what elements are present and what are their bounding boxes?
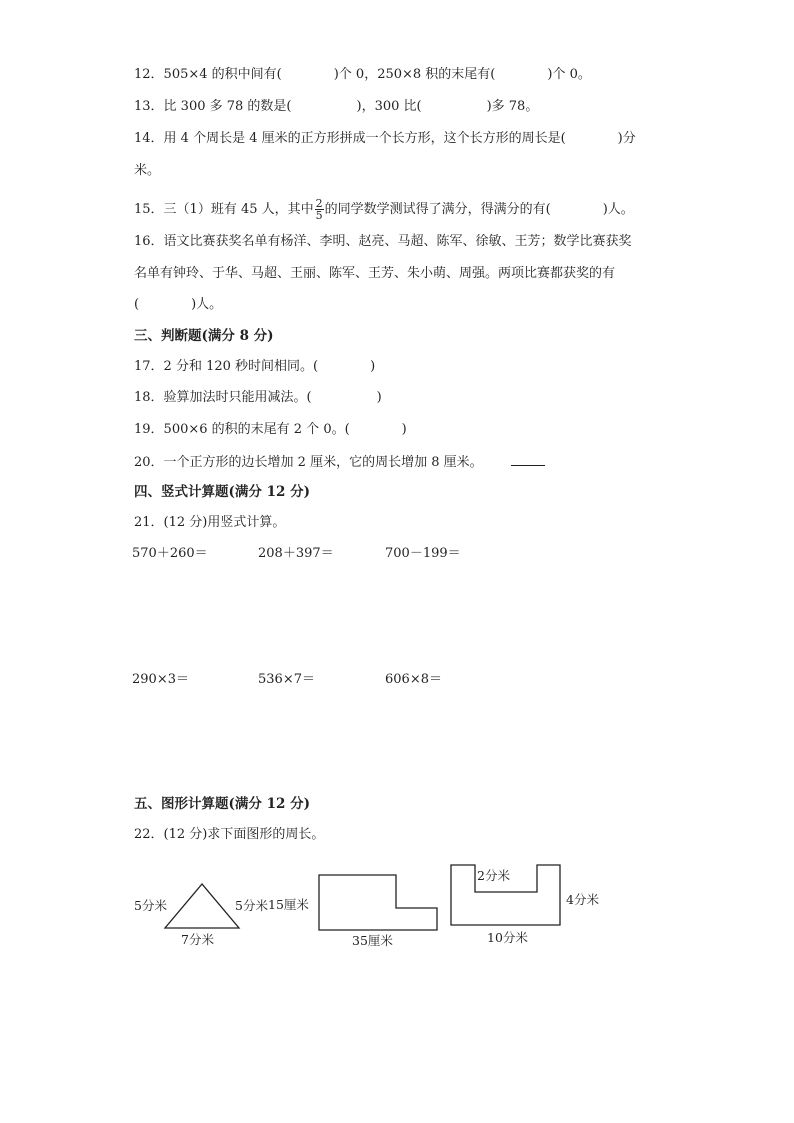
question-19: 19．500×6 的积的末尾有 2 个 0。( ) xyxy=(134,422,407,437)
question-13: 13．比 300 多 78 的数是( )，300 比( )多 78。 xyxy=(134,99,539,114)
calc-item: 570＋260＝ xyxy=(132,546,208,561)
calc-item: 700－199＝ xyxy=(385,546,461,561)
l-shape xyxy=(319,875,437,930)
question-15-prefix: 15．三（1）班有 45 人，其中 xyxy=(134,202,314,217)
question-17: 17．2 分和 120 秒时间相同。( ) xyxy=(134,359,376,374)
section-3-title: 三、判断题(满分 8 分) xyxy=(134,328,274,344)
section-5-title: 五、图形计算题(满分 12 分) xyxy=(134,796,310,812)
question-14-line1: 14．用 4 个周长是 4 厘米的正方形拼成一个长方形，这个长方形的周长是( )分 xyxy=(134,131,636,146)
l-shape-bottom-label: 35厘米 xyxy=(352,933,393,948)
question-12: 12．505×4 的积中间有( )个 0，250×8 积的末尾有( )个 0。 xyxy=(134,67,591,82)
question-14-line2: 米。 xyxy=(134,163,161,178)
fraction-numerator: 2 xyxy=(315,197,323,210)
l-shape-height-label: 15厘米 xyxy=(268,897,309,912)
calc-item: 290×3＝ xyxy=(132,672,189,687)
u-shape-inner-label: 2分米 xyxy=(477,868,510,883)
calc-item: 606×8＝ xyxy=(385,672,442,687)
calc-item: 536×7＝ xyxy=(258,672,315,687)
triangle-bottom-label: 7分米 xyxy=(181,932,214,947)
question-16-line2: 名单有钟玲、于华、马超、王丽、陈军、王芳、朱小萌、周强。两项比赛都获奖的有 xyxy=(134,266,616,281)
section-4-title: 四、竖式计算题(满分 12 分) xyxy=(134,484,310,500)
u-shape-height-label: 4分米 xyxy=(566,892,599,907)
triangle-right-label: 5分米 xyxy=(235,898,268,913)
question-22: 22．(12 分)求下面图形的周长。 xyxy=(134,827,325,842)
triangle-shape xyxy=(165,884,239,928)
fraction-denominator: 5 xyxy=(315,209,323,222)
triangle-left-label: 5分米 xyxy=(134,898,167,913)
u-shape-bottom-label: 10分米 xyxy=(487,930,528,945)
question-18: 18．验算加法时只能用减法。( ) xyxy=(134,390,382,405)
question-16-line3: ( )人。 xyxy=(134,297,223,312)
question-15-suffix: 的同学数学测试得了满分，得满分的有( )人。 xyxy=(324,202,634,217)
calc-item: 208＋397＝ xyxy=(258,546,334,561)
question-20-text: 20．一个正方形的边长增加 2 厘米，它的周长增加 8 厘米。 xyxy=(134,455,483,470)
question-16-line1: 16．语文比赛获奖名单有杨洋、李明、赵亮、马超、陈军、徐敏、王芳；数学比赛获奖 xyxy=(134,234,632,249)
question-21: 21．(12 分)用竖式计算。 xyxy=(134,515,286,530)
